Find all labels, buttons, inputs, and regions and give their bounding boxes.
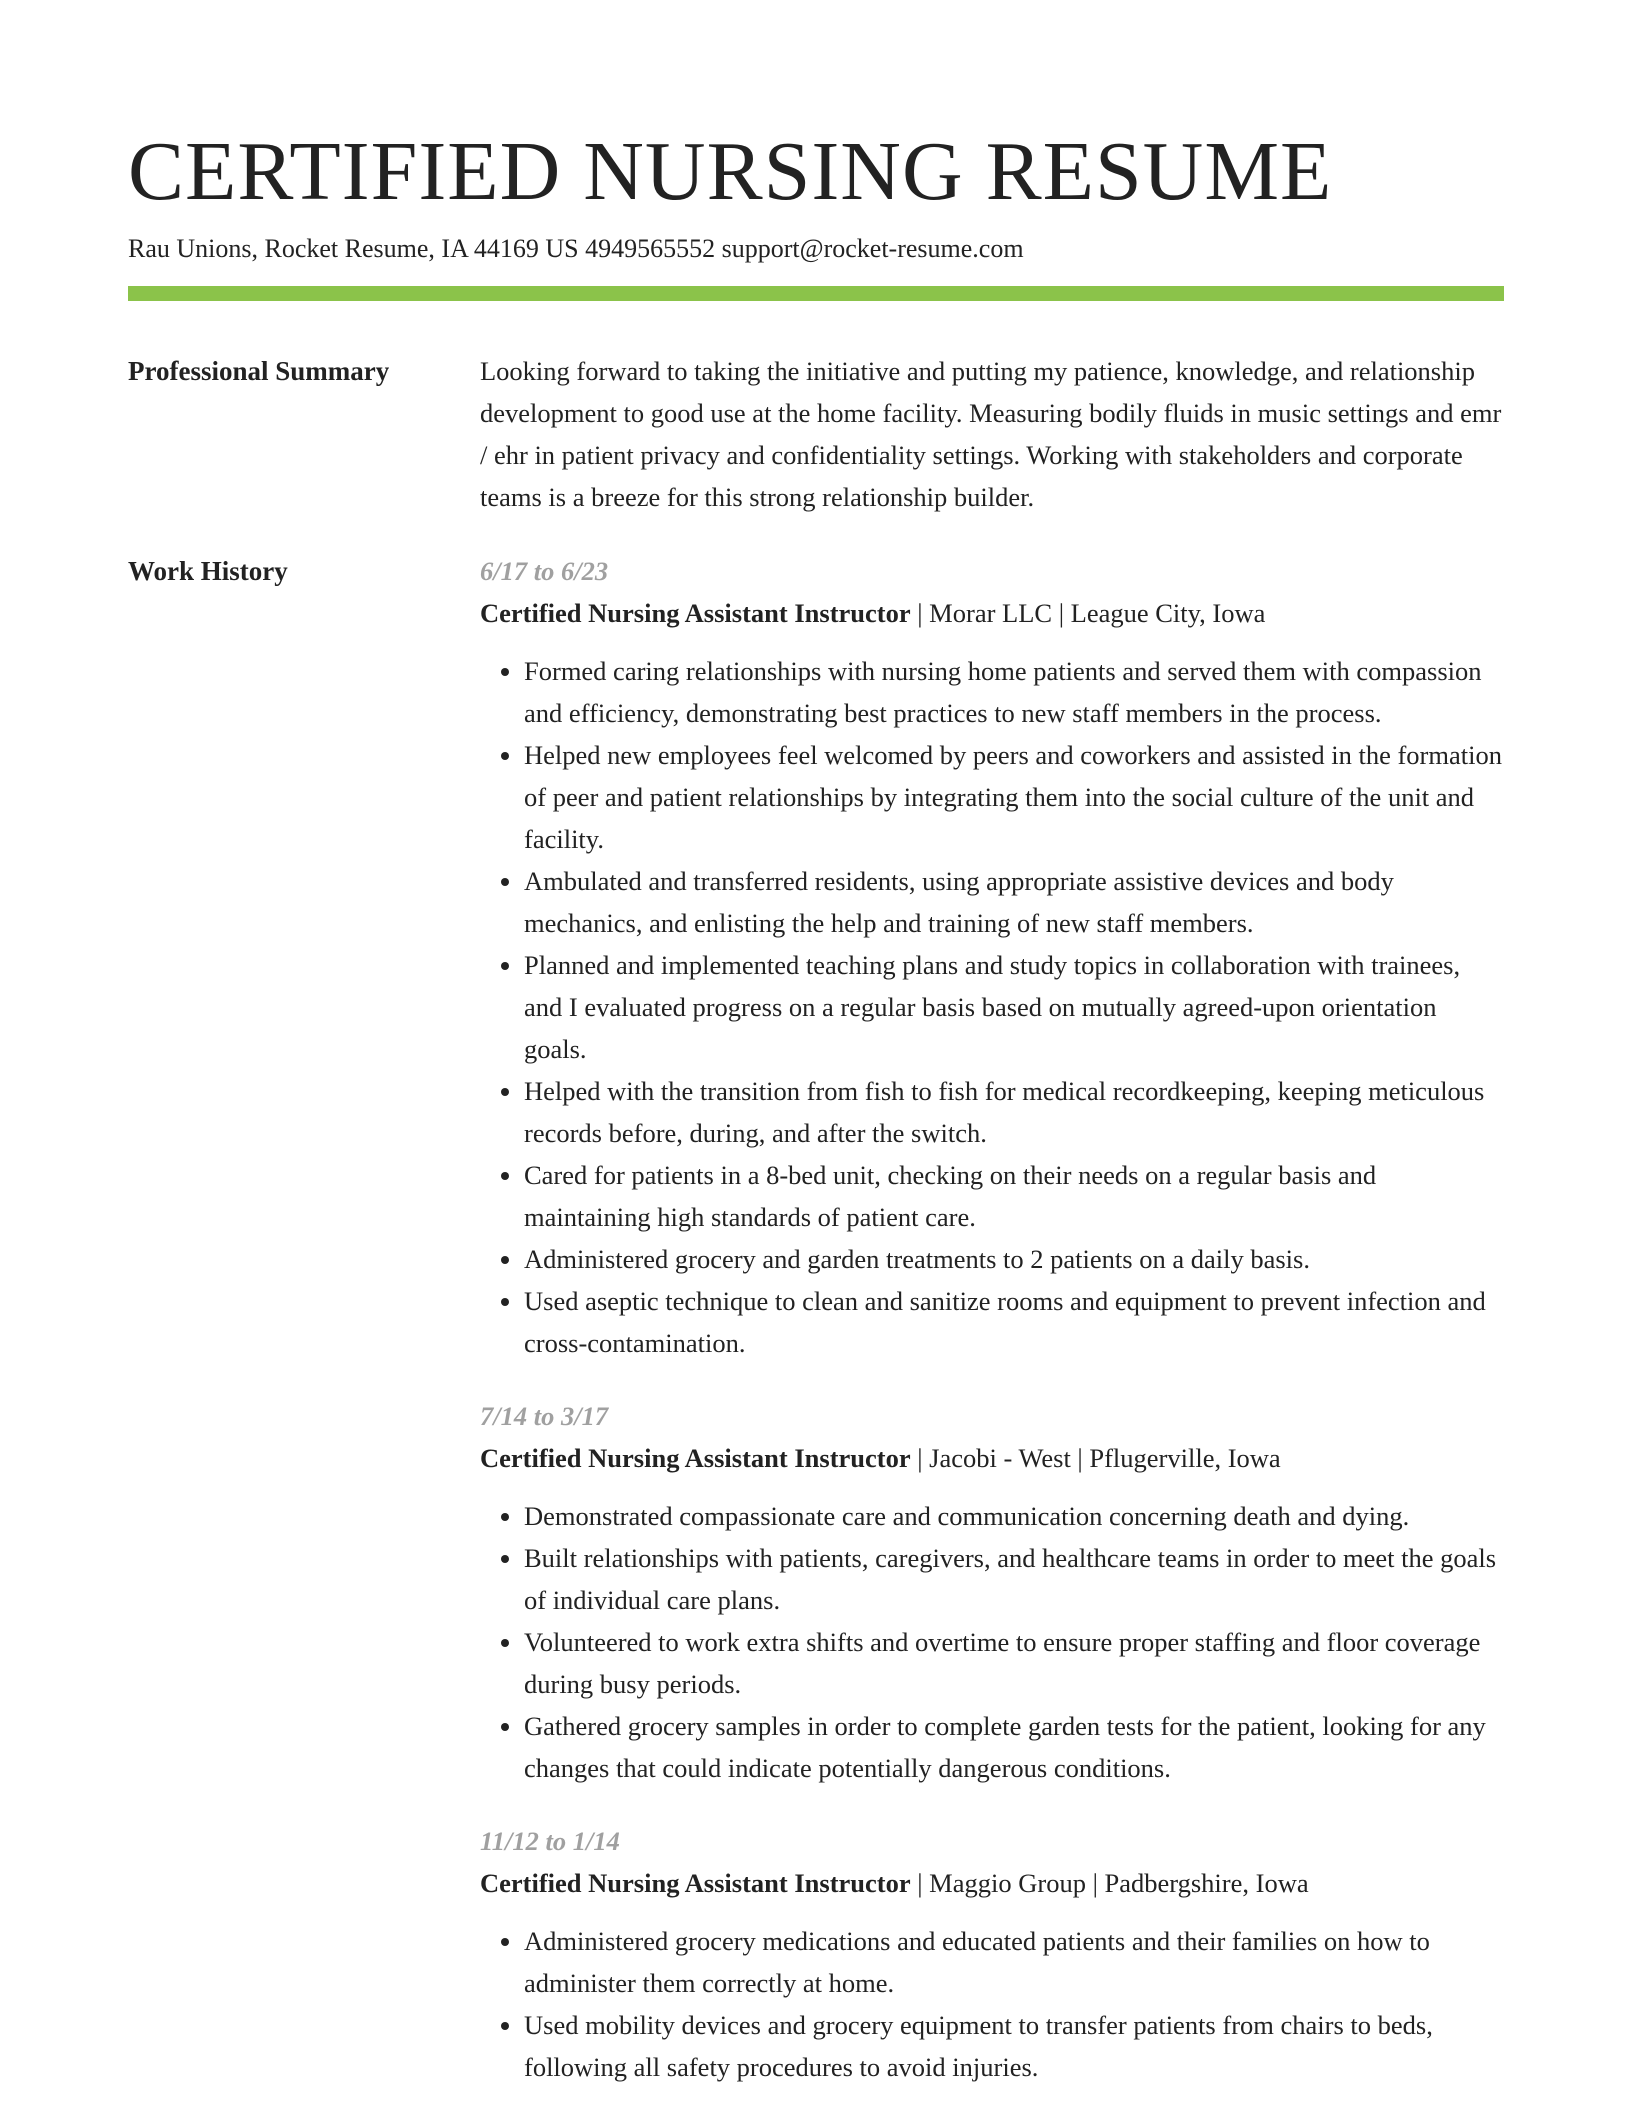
bullet-item: • Planned and implemented teaching plans and study topics in collaboration with trainees, and I evaluated progress on a regular basis based on mutually agreed-upon orientation goals. <box>524 944 1504 1070</box>
job-entry <box>480 1395 1504 1789</box>
work-history-content <box>480 550 1504 2119</box>
job-bullets <box>480 1920 1504 2088</box>
accent-divider <box>128 286 1504 301</box>
job-bullets <box>480 1495 1504 1789</box>
bullet-item: • Volunteered to work extra shifts and overtime to ensure proper staffing and floor coverage during busy periods. <box>524 1621 1504 1705</box>
job-title: Certified Nursing Assistant Instructor <box>480 1443 911 1473</box>
bullet-item: • Administered grocery medications and educated patients and their families on how to administer them correctly at home. <box>524 1920 1504 2004</box>
job-entry <box>480 1820 1504 2088</box>
job-heading <box>480 1437 1504 1479</box>
job-dates: 7/14 to 3/17 <box>480 1401 609 1431</box>
bullet-item: • Built relationships with patients, caregivers, and healthcare teams in order to meet the goals of individual care plans. <box>524 1537 1504 1621</box>
bullet-item: • Helped with the transition from fish to fish for medical recordkeeping, keeping meticulous records before, during, and after the switch. <box>524 1070 1504 1154</box>
job-dates: 11/12 to 1/14 <box>480 1826 620 1856</box>
job-entry <box>480 550 1504 1364</box>
job-title: Certified Nursing Assistant Instructor <box>480 1868 911 1898</box>
bullet-item: • Used mobility devices and grocery equipment to transfer patients from chairs to beds, following all safety procedures to avoid injuries. <box>524 2004 1504 2088</box>
bullet-item: • Demonstrated compassionate care and communication concerning death and dying. <box>524 1495 1504 1537</box>
bullet-item: • Used aseptic technique to clean and sanitize rooms and equipment to prevent infection and cross-contamination. <box>524 1280 1504 1364</box>
job-title: Certified Nursing Assistant Instructor <box>480 598 911 628</box>
bullet-item: • Formed caring relationships with nursing home patients and served them with compassion and efficiency, demonstrating best practices to new staff members in the process. <box>524 650 1504 734</box>
job-details: | Morar LLC | League City, Iowa <box>910 598 1266 628</box>
job-bullets <box>480 650 1504 1364</box>
section-label-work-history: Work History <box>128 556 288 586</box>
bullet-item: • Gathered grocery samples in order to complete garden tests for the patient, looking for any changes that could indicate potentially dangerous conditions. <box>524 1705 1504 1789</box>
section-label-summary: Professional Summary <box>128 356 390 386</box>
bullet-item: • Helped new employees feel welcomed by peers and coworkers and assisted in the formation of peer and patient relationships by integrating them into the social culture of the unit and facility. <box>524 734 1504 860</box>
job-dates: 6/17 to 6/23 <box>480 556 609 586</box>
job-heading <box>480 592 1504 634</box>
bullet-item: • Administered grocery and garden treatments to 2 patients on a daily basis. <box>524 1238 1504 1280</box>
summary-text: Looking forward to taking the initiative and putting my patience, knowledge, and relationship development to good use at the home facility. Measuring bodily fluids in music settings and emr / ehr in patient privacy and confidentiality settings. Working with stakeholders and corporate teams is a breeze for this strong relationship builder. <box>480 356 1502 512</box>
job-heading <box>480 1862 1504 1904</box>
job-details: | Maggio Group | Padbergshire, Iowa <box>910 1868 1309 1898</box>
bullet-item: • Cared for patients in a 8-bed unit, checking on their needs on a regular basis and maintaining high standards of patient care. <box>524 1154 1504 1238</box>
page-title: CERTIFIED NURSING RESUME <box>128 125 1333 218</box>
summary-content <box>480 350 1504 518</box>
contact-line: Rau Unions, Rocket Resume, IA 44169 US 4949565552 support@rocket-resume.com <box>128 234 1024 263</box>
bullet-item: • Ambulated and transferred residents, using appropriate assistive devices and body mechanics, and enlisting the help and training of new staff members. <box>524 860 1504 944</box>
job-details: | Jacobi - West | Pflugerville, Iowa <box>910 1443 1281 1473</box>
